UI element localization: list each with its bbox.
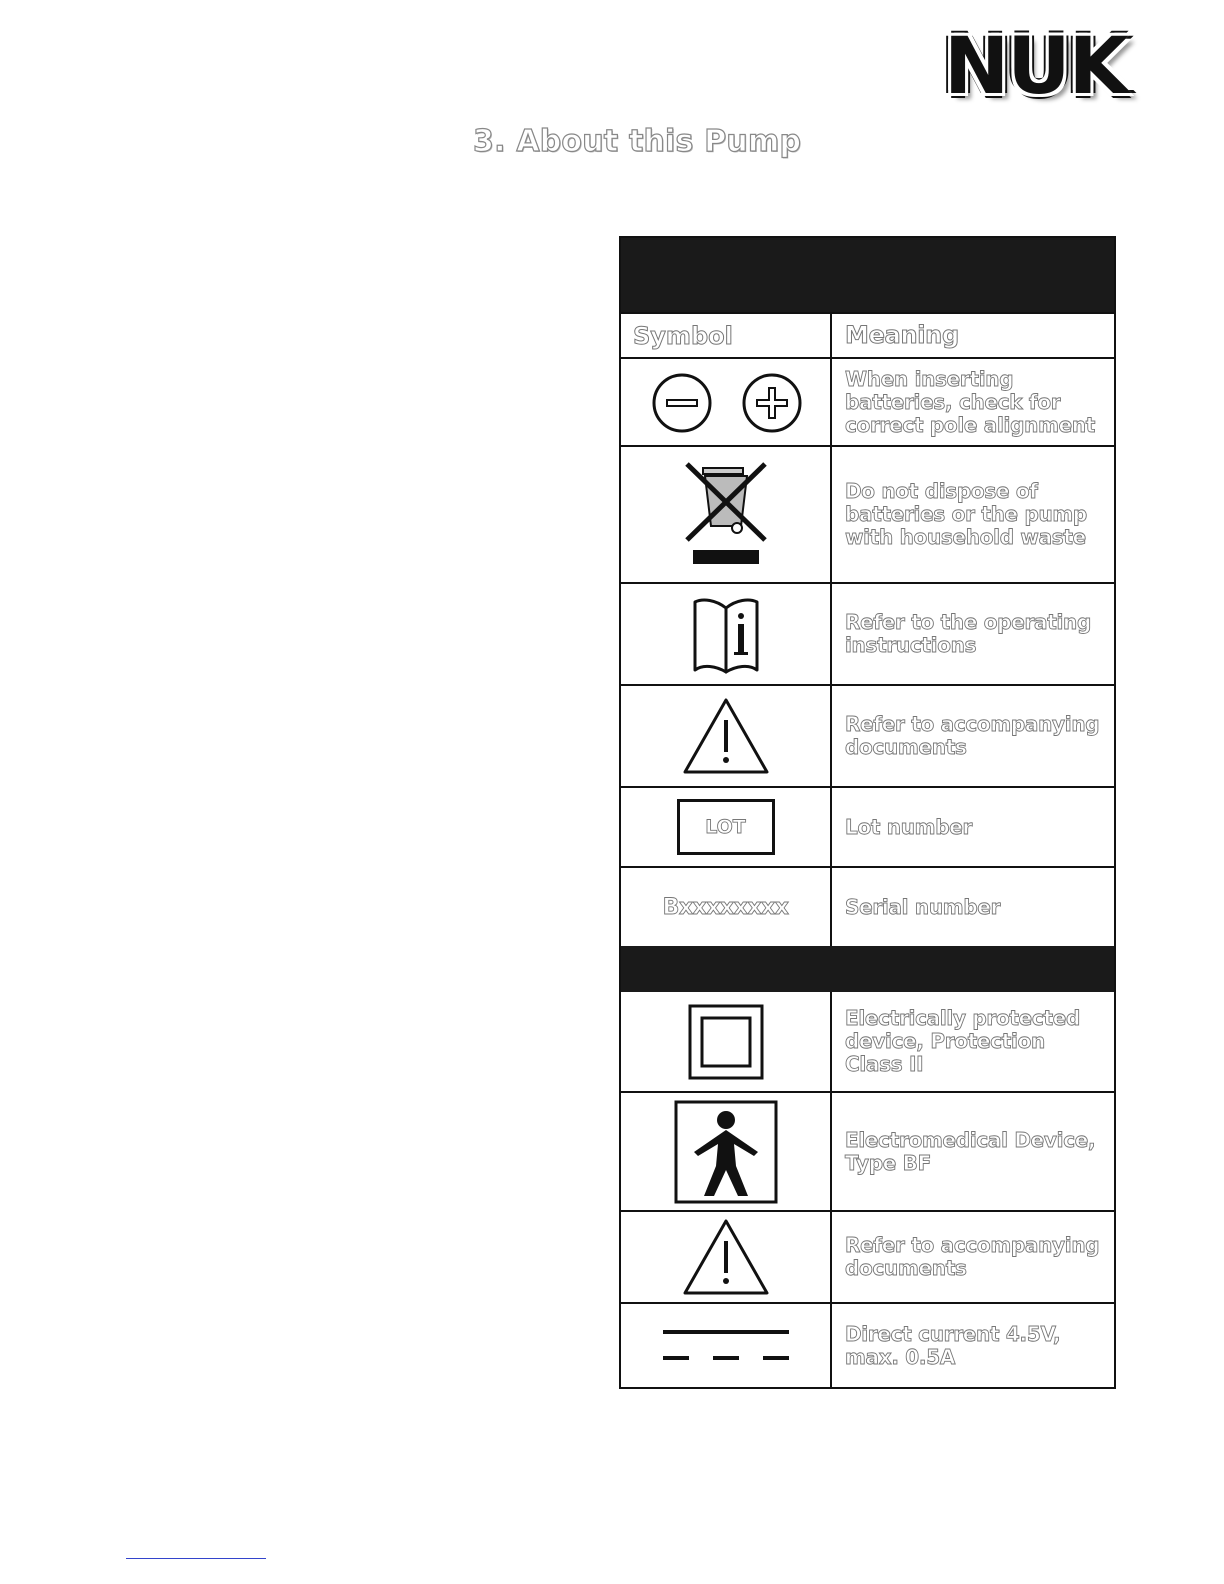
lot-label: LOT (705, 816, 746, 838)
symbol-cell (621, 868, 832, 946)
symbol-cell (621, 686, 832, 786)
symbols-table (619, 236, 1116, 1389)
section-band (621, 946, 1114, 992)
symbol-cell (621, 1304, 832, 1387)
header-meaning-label: Meaning (845, 321, 959, 349)
table-row (621, 786, 1114, 866)
meaning-text: Do not dispose of batteries or the pump with household waste (845, 479, 1087, 549)
table-title-band (621, 238, 1114, 312)
table-row (621, 357, 1114, 445)
meaning-text: Electrically protected device, Protection Class II (845, 1006, 1081, 1076)
lot-icon (677, 799, 775, 855)
direct-current-icon (661, 1326, 791, 1366)
table-row (621, 1302, 1114, 1387)
table-row (621, 582, 1114, 684)
warning-triangle-icon (681, 696, 771, 776)
table-row (621, 684, 1114, 786)
header-symbol-cell (621, 314, 832, 357)
symbol-cell (621, 359, 832, 445)
warning-triangle-icon (681, 1217, 771, 1297)
page-title: 3. About this Pump (473, 124, 802, 159)
symbol-cell (621, 788, 832, 866)
meaning-text: Refer to accompanying documents (845, 1233, 1100, 1280)
operating-instructions-book-icon (691, 594, 761, 674)
meaning-text: Lot number (845, 814, 973, 839)
symbol-cell (621, 992, 832, 1091)
header-meaning-cell (845, 314, 1108, 357)
table-row (621, 445, 1114, 582)
meaning-text: Refer to the operating instructions (845, 610, 1091, 657)
protection-class-ii-icon (686, 1002, 766, 1082)
meaning-text: Serial number (845, 894, 1001, 919)
nuk-logo: NUK (944, 22, 1128, 112)
footer-link-underline[interactable] (126, 1558, 266, 1559)
table-row (621, 992, 1114, 1091)
table-row (621, 1210, 1114, 1302)
meaning-text: Direct current 4.5V, max. 0.5A (845, 1321, 1061, 1369)
symbol-cell (621, 1212, 832, 1302)
table-row (621, 1091, 1114, 1210)
type-bf-icon (674, 1100, 778, 1204)
symbol-cell (621, 584, 832, 684)
table-row (621, 866, 1114, 946)
symbol-cell (621, 1093, 832, 1210)
symbol-cell (621, 447, 832, 582)
battery-polarity-icon (646, 367, 806, 437)
crossed-out-wheelie-bin-icon (681, 460, 771, 570)
meaning-text: Electromedical Device, Type BF (845, 1127, 1096, 1175)
table-header-row (621, 312, 1114, 357)
serial-number-text: Bxxxxxxxx (662, 894, 789, 920)
header-symbol-label: Symbol (633, 321, 733, 350)
meaning-text: Refer to accompanying documents (845, 712, 1100, 759)
meaning-text: When inserting batteries, check for correct pole alignment (845, 366, 1096, 437)
